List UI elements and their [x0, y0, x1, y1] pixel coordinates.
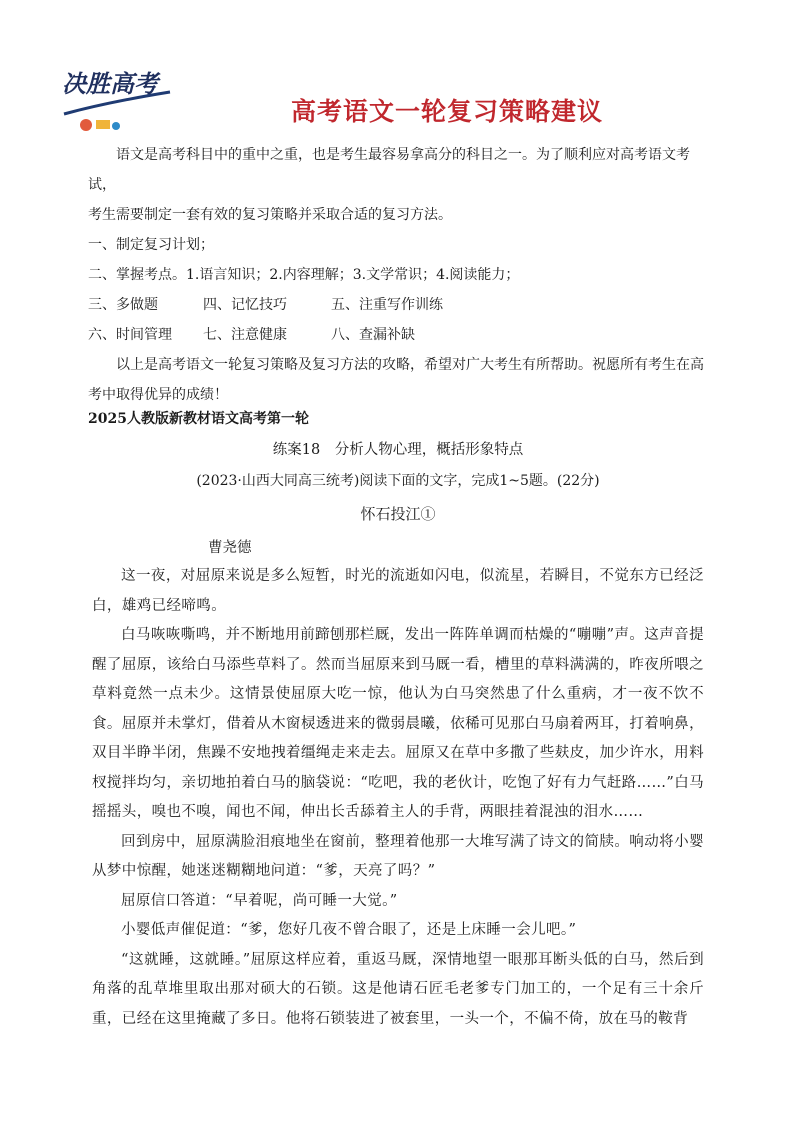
story-body: [92, 562, 704, 1034]
story-paragraph: “这就睡，这就睡。”屈原这样应着，重返马厩，深情地望一眼那耳断头低的白马，然后到角落的乱草堆里取出那对硕大的石锁。这是他请石匠毛老爹专门加工的，一个足有三十余斤重，已经在这里掩藏了多日。他将石锁装进了被套里，一头一个，不偏不倚，放在马的鞍背: [92, 951, 704, 1027]
strategy-6: 六、时间管理: [88, 327, 172, 343]
strategy-item-1: 一、制定复习计划；: [88, 237, 214, 253]
story-author: 曹尧德: [208, 540, 252, 556]
strategy-7: 七、注意健康: [203, 327, 287, 343]
story-paragraph: 回到房中，屈原满脸泪痕地坐在窗前，整理着他那一大堆写满了诗文的简牍。响动将小婴从梦中惊醒，她迷迷糊糊地问道：“爹，天亮了吗？”: [92, 833, 704, 879]
story-paragraph: 小婴低声催促道：“爹，您好几夜不曾合眼了，还是上床睡一会儿吧。”: [121, 922, 577, 938]
story-paragraph: 这一夜，对屈原来说是多么短暂，时光的流逝如闪电，似流星，若瞬目，不觉东方已经泛白，雄鸡已经啼鸣。: [92, 568, 704, 614]
intro-para-2-line-1: 以上是高考语文一轮复习策略及复习方法的攻略，希望对广大考生有所帮助。祝愿所有考生在高: [116, 357, 704, 373]
exercise-heading: 练案18 分析人物心理，概括形象特点: [272, 442, 524, 458]
intro-para-1-line-1: 语文是高考科目中的重中之重，也是考生最容易拿高分的科目之一。为了顺利应对高考语文考试，: [88, 147, 690, 193]
strategy-5: 五、注重写作训练: [331, 297, 443, 313]
intro-para-2-line-2: 考中取得优异的成绩！: [88, 387, 228, 403]
intro-para-1-line-2: 考生需要制定一套有效的复习策略并采取合适的复习方法。: [88, 207, 452, 223]
series-heading: 2025人教版新教材语文高考第一轮: [88, 411, 309, 427]
strategy-4: 四、记忆技巧: [203, 297, 287, 313]
story-paragraph: 屈原信口答道：“早着呢，尚可睡一大觉。”: [121, 892, 398, 909]
page-title: 高考语文一轮复习策略建议: [290, 97, 603, 126]
strategy-3: 三、多做题: [88, 297, 158, 313]
logo-text: 决胜高考: [62, 69, 158, 98]
strategy-8: 八、查漏补缺: [331, 327, 415, 343]
story-paragraph: 白马咴咴嘶鸣，并不断地用前蹄刨那栏厩，发出一阵阵单调而枯燥的“嘣嘣”声。这声音提醒了屈原，该给白马添些草料了。然而当屈原来到马厩一看，槽里的草料满满的，昨夜所喂之草料竟然一点未少。这情景使屈原大吃一惊，他认为白马突然患了什么重病，才一夜不饮不食。屈原并未掌灯，借着从木窗棂透进来的微弱晨曦，依稀可见那白马扇着两耳，打着响鼻，双目半睁半闭，焦躁不安地拽着缰绳走来走去。屈原又在草中多撒了些麸皮，加少许水，用料杈搅拌均匀，亲切地拍着白马的脑袋说：“吃吧，我的老伙计，吃饱了好有力气赶路……”白马摇摇头，嗅也不嗅，闻也不闻，伸出长舌舔着主人的手背，两眼挂着混浊的泪水……: [92, 627, 704, 820]
intro-block: [88, 140, 708, 410]
story-title: 怀石投江①: [360, 505, 436, 523]
strategy-item-2: 二、掌握考点。1.语言知识；2.内容理解；3.文学常识；4.阅读能力；: [88, 267, 520, 283]
instruction-text: (2023·山西大同高三统考)阅读下面的文字，完成1~5题。(22分): [196, 473, 600, 489]
strategy-row-4: [88, 320, 708, 350]
strategy-row-3: [88, 290, 708, 320]
